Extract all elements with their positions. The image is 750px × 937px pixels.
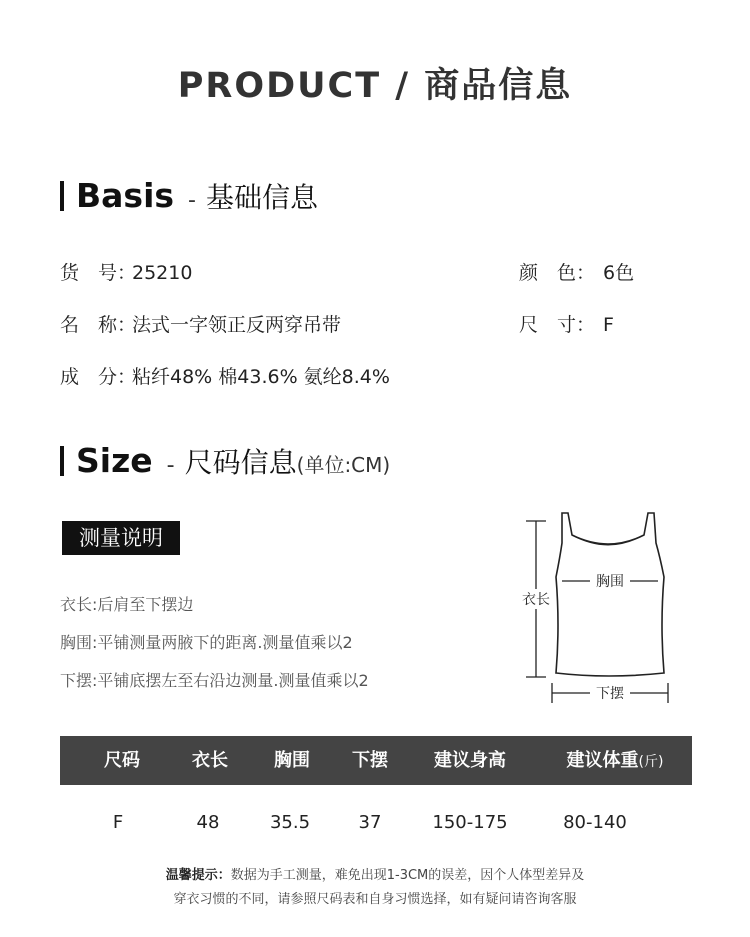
basis-dash: - xyxy=(188,188,196,213)
th-weight-unit: (斤) xyxy=(638,754,664,770)
info-composition xyxy=(60,362,390,389)
color-label: 颜 色： xyxy=(519,262,596,284)
th-length: 衣长 xyxy=(192,750,228,771)
size-value: F xyxy=(603,314,614,336)
basis-title-zh: 基础信息 xyxy=(205,181,318,214)
item-no-value: 25210 xyxy=(132,262,193,284)
composition-value: 粘纤48% 棉43.6% 氨纶8.4% xyxy=(132,366,390,388)
th-weight-cell xyxy=(540,736,690,785)
tip-line-1 xyxy=(0,864,750,883)
th-height: 建议身高 xyxy=(434,750,506,771)
hem-label: 下摆 xyxy=(596,686,624,702)
item-no-label: 货 号： xyxy=(60,262,137,284)
camisole-outline xyxy=(556,513,664,676)
length-label: 衣长 xyxy=(522,592,550,608)
th-weight: 建议体重 xyxy=(566,750,639,771)
color-value: 6色 xyxy=(603,262,635,284)
note-hem: 下摆:平铺底摆左至右沿边测量.测量值乘以2 xyxy=(60,671,369,690)
composition-label: 成 分： xyxy=(60,366,137,388)
cell-height: 150-175 xyxy=(432,812,508,833)
cell-size: F xyxy=(112,812,124,833)
name-label: 名 称： xyxy=(60,314,137,336)
cell-weight: 80-140 xyxy=(563,812,627,833)
section-title-basis xyxy=(60,176,318,216)
garment-diagram xyxy=(510,505,710,715)
cell-length: 48 xyxy=(196,812,220,833)
note-length: 衣长:后肩至下摆边 xyxy=(60,595,194,614)
info-color xyxy=(519,258,634,285)
note-chest: 胸围:平铺测量两腋下的距离.测量值乘以2 xyxy=(60,633,353,652)
info-item-no xyxy=(60,258,192,285)
measure-badge: 测量说明 xyxy=(62,521,180,555)
size-title-en: Size xyxy=(76,441,153,480)
info-name xyxy=(60,310,341,337)
size-label: 尺 寸： xyxy=(519,314,596,336)
info-size xyxy=(519,310,614,337)
tip-label: 温馨提示： xyxy=(165,868,231,883)
tip-text-1: 数据为手工测量，难免出现1-3CM的误差，因个人体型差异及 xyxy=(230,868,585,883)
size-title-zh: 尺码信息 xyxy=(184,446,297,479)
th-chest: 胸围 xyxy=(274,750,310,771)
section-title-size xyxy=(60,441,390,481)
tip-line-2 xyxy=(0,888,750,907)
tip-text-2: 穿衣习惯的不同，请参照尺码表和自身习惯选择，如有疑问请咨询客服 xyxy=(173,892,577,907)
cell-hem: 37 xyxy=(358,812,382,833)
size-table-header xyxy=(60,736,692,785)
th-hem: 下摆 xyxy=(352,750,388,771)
chest-label: 胸围 xyxy=(596,574,624,590)
name-value: 法式一字领正反两穿吊带 xyxy=(132,314,342,336)
basis-title-en: Basis xyxy=(76,176,175,215)
size-unit: (单位:CM) xyxy=(296,453,391,477)
cell-chest: 35.5 xyxy=(269,812,311,833)
page-title: PRODUCT / 商品信息 xyxy=(177,66,573,106)
size-dash: - xyxy=(166,453,175,478)
th-size: 尺码 xyxy=(104,750,140,771)
